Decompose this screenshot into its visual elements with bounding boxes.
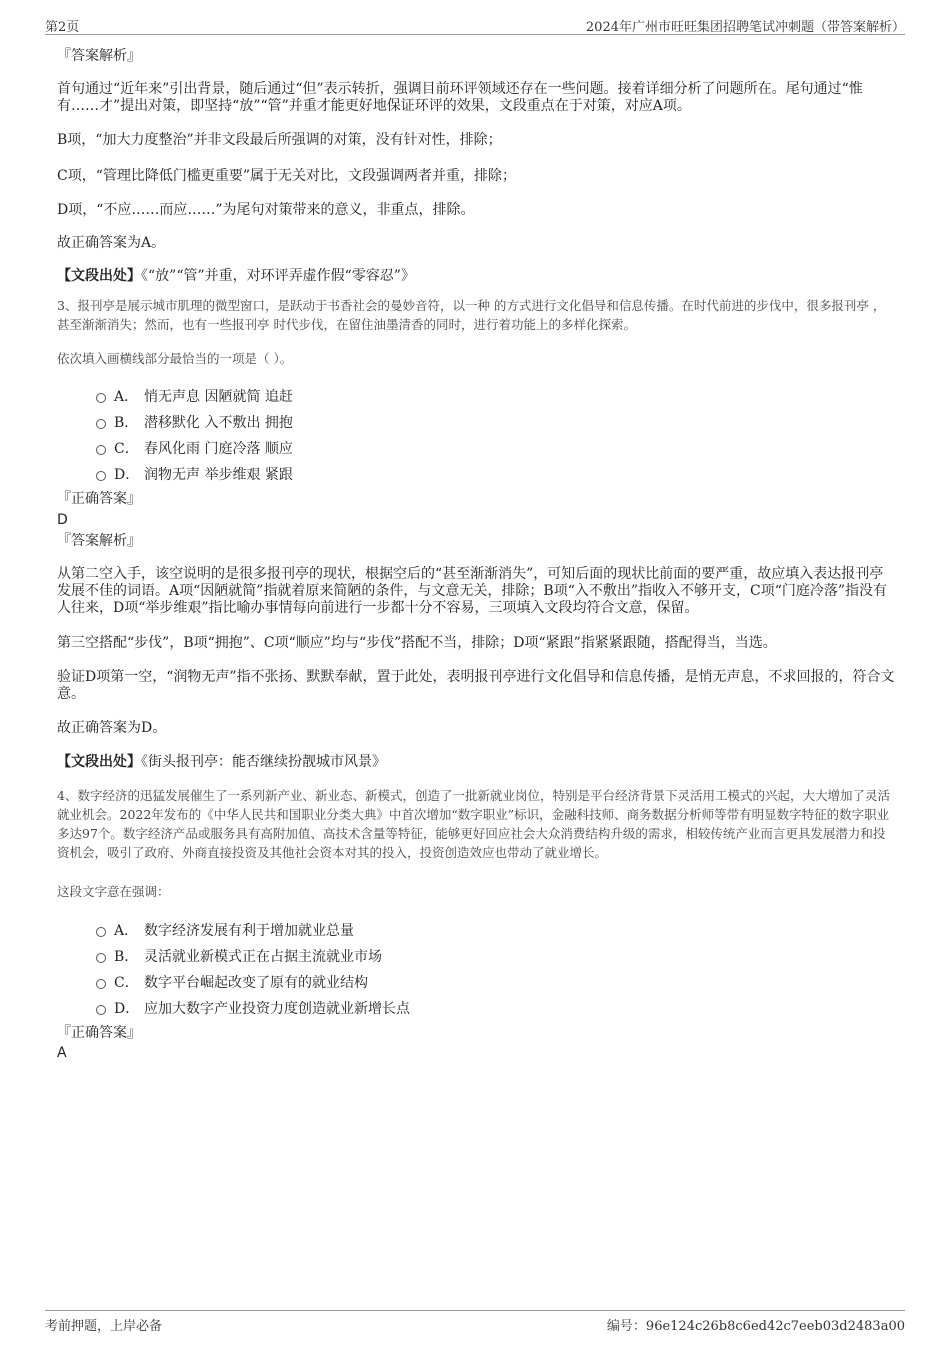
radio-icon[interactable] — [96, 471, 106, 481]
page-header — [45, 14, 905, 35]
q3-prompt: 依次填入画横线部分最恰当的一项是（ ）。 — [57, 351, 293, 366]
q4-option-c[interactable]: C． 数字平台崛起改变了原有的就业结构 — [96, 972, 368, 992]
q2-analysis-title: 『答案解析』 — [57, 48, 141, 64]
document-title: 2024年广州市旺旺集团招聘笔试冲刺题（带答案解析） — [585, 20, 905, 35]
q2-analysis-para1: 首句通过“近年来”引出背景，随后通过“但”表示转折，强调目前环评领域还存在一些问题。接着详细分析了问题所在。尾句通过“惟有……才”提出对策，即坚持“放”“管”并重才能更好地保证环评的效果，文段重点在于对策，对应A项。 — [57, 81, 863, 114]
q3-source-label: 【文段出处】 — [57, 754, 141, 770]
radio-icon[interactable] — [96, 979, 106, 989]
document-id: 编号：96e124c26b8c6ed42c7eeb03d2483a00 — [606, 1319, 905, 1334]
page-number: 第2页 — [45, 20, 80, 35]
footer-slogan: 考前押题，上岸必备 — [45, 1319, 163, 1334]
radio-icon[interactable] — [96, 1005, 106, 1015]
q4-correct-answer: A — [57, 1045, 67, 1061]
q4-option-b[interactable]: B． 灵活就业新模式正在占据主流就业市场 — [96, 946, 382, 966]
q2-analysis-para3: C项，“管理比降低门槛更重要”属于无关对比，文段强调两者并重，排除； — [57, 168, 517, 184]
q4-correct-title: 『正确答案』 — [57, 1025, 141, 1041]
radio-icon[interactable] — [96, 927, 106, 937]
q3-option-d[interactable]: D． 润物无声 举步维艰 紧跟 — [96, 464, 293, 484]
q4-stem: 4、数字经济的迅猛发展催生了一系列新产业、新业态、新模式，创造了一批新就业岗位，特别是平台经济背景下灵活用工模式的兴起，大大增加了灵活就业机会。2022年发布的《中华人民共和国职业分类大典》中首次增加“数字职业”标识，金融科技师、商务数据分析师等带有明显数字特征的数字职业多达97个。数字经济产品或服务具有高附加值、高技术含量等特征，能够更好回应社会大众消费结构升级的需求，相较传统产业而言更具发展潜力和投资机会，吸引了政府、外商直接投资及其他社会资本对其的投入，投资创造效应也带动了就业增长。 — [57, 788, 890, 860]
q3-source-text: 《街头报刊亭：能否继续扮靓城市风景》 — [141, 754, 386, 770]
radio-icon[interactable] — [96, 953, 106, 963]
q3-correct-answer: D — [57, 512, 68, 528]
radio-icon[interactable] — [96, 393, 106, 403]
q2-source-text: 《“放”“管”并重，对环评弄虚作假“零容忍”》 — [141, 268, 415, 284]
q3-option-c[interactable]: C． 春风化雨 门庭冷落 顺应 — [96, 438, 293, 458]
q3-analysis-title: 『答案解析』 — [57, 533, 141, 549]
q2-analysis-para4: D项，“不应……而应……”为尾句对策带来的意义，非重点，排除。 — [57, 202, 475, 218]
page-footer — [45, 1310, 905, 1333]
q4-option-d[interactable]: D． 应加大数字产业投资力度创造就业新增长点 — [96, 998, 410, 1018]
q2-analysis-para2: B项，“加大力度整治”并非文段最后所强调的对策，没有针对性，排除； — [57, 132, 502, 148]
q3-correct-title: 『正确答案』 — [57, 491, 141, 507]
q2-source-label: 【文段出处】 — [57, 268, 141, 284]
q3-conclusion: 故正确答案为D。 — [57, 720, 167, 736]
q3-analysis-para1: 从第二空入手，该空说明的是很多报刊亭的现状，根据空后的“甚至渐渐消失”，可知后面的现状比前面的要严重，故应填入表达报刊亭发展不佳的词语。A项“因陋就简”指就着原来简陋的条件，与文意无关，排除；B项“入不敷出”指收入不够开支，C项“门庭冷落”指没有人往来，D项“举步维艰”指比喻办事情每向前进行一步都十分不容易，三项填入文段均符合文意，保留。 — [57, 566, 888, 616]
q3-source — [57, 754, 895, 771]
q3-analysis-para2: 第三空搭配“步伐”，B项“拥抱”、C项“顺应”均与“步伐”搭配不当，排除；D项“紧跟”指紧紧跟随，搭配得当，当选。 — [57, 635, 777, 651]
q3-analysis-para3: 验证D项第一空，“润物无声”指不张扬、默默奉献，置于此处，表明报刊亭进行文化倡导和信息传播，是悄无声息，不求回报的，符合文意。 — [57, 669, 895, 702]
q3-stem: 3、报刊亭是展示城市肌理的微型窗口，是跃动于书香社会的曼妙音符，以一种 的方式进行文化倡导和信息传播。在时代前进的步伐中，很多报刊亭 ，甚至渐渐消失；然而，也有一些报刊亭 时代步伐，在留住油墨清香的同时，进行着功能上的多样化探索。 — [57, 298, 886, 332]
q2-source — [57, 268, 895, 285]
radio-icon[interactable] — [96, 419, 106, 429]
radio-icon[interactable] — [96, 445, 106, 455]
q3-option-b[interactable]: B． 潜移默化 入不敷出 拥抱 — [96, 412, 293, 432]
q4-prompt: 这段文字意在强调： — [57, 884, 170, 899]
q3-option-a[interactable]: A． 悄无声息 因陋就简 追赶 — [96, 386, 293, 406]
q2-conclusion: 故正确答案为A。 — [57, 235, 166, 251]
q4-option-a[interactable]: A． 数字经济发展有利于增加就业总量 — [96, 920, 354, 940]
